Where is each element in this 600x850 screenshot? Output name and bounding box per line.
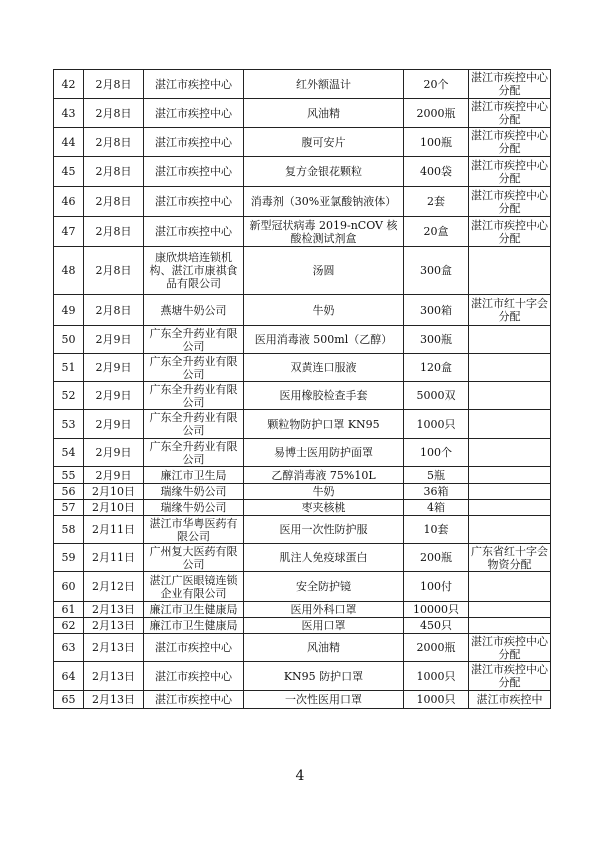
row-item: 医用外科口罩 [244, 602, 404, 618]
row-number: 51 [54, 354, 84, 382]
row-donor: 湛江市华粤医药有限公司 [144, 516, 244, 544]
row-date: 2月9日 [84, 439, 144, 467]
row-note: 湛江市疾控中 [469, 691, 551, 709]
row-number: 53 [54, 410, 84, 439]
row-number: 44 [54, 128, 84, 157]
table-row [54, 326, 551, 354]
row-item: 枣夹核桃 [244, 500, 404, 516]
table-row [54, 354, 551, 382]
table-row [54, 516, 551, 544]
row-item: 双黄连口服液 [244, 354, 404, 382]
row-donor: 湛江市疾控中心 [144, 187, 244, 217]
row-item: 新型冠状病毒 2019-nCOV 核酸检测试剂盒 [244, 217, 404, 247]
row-date: 2月8日 [84, 99, 144, 128]
row-number: 64 [54, 662, 84, 691]
row-item: 肌注人免疫球蛋白 [244, 544, 404, 572]
row-quantity: 300箱 [404, 295, 469, 326]
row-donor: 康欣烘培连锁机构、湛江市康祺食品有限公司 [144, 247, 244, 295]
row-date: 2月9日 [84, 467, 144, 484]
row-donor: 湛江市疾控中心 [144, 128, 244, 157]
row-number: 55 [54, 467, 84, 484]
row-number: 50 [54, 326, 84, 354]
row-number: 58 [54, 516, 84, 544]
row-note [469, 572, 551, 602]
row-note [469, 326, 551, 354]
row-donor: 湛江市疾控中心 [144, 634, 244, 662]
row-item: 安全防护镜 [244, 572, 404, 602]
row-number: 61 [54, 602, 84, 618]
table-row [54, 99, 551, 128]
row-item: 牛奶 [244, 295, 404, 326]
row-quantity: 120盒 [404, 354, 469, 382]
row-quantity: 1000只 [404, 691, 469, 709]
row-note [469, 618, 551, 634]
row-item: 一次性医用口罩 [244, 691, 404, 709]
table-row [54, 662, 551, 691]
row-note: 湛江市疾控中心分配 [469, 634, 551, 662]
row-item: 乙醇消毒液 75%10L [244, 467, 404, 484]
table-row [54, 467, 551, 484]
row-number: 62 [54, 618, 84, 634]
row-note [469, 500, 551, 516]
row-date: 2月13日 [84, 618, 144, 634]
row-note [469, 516, 551, 544]
row-donor: 廉江市卫生局 [144, 467, 244, 484]
row-number: 63 [54, 634, 84, 662]
table-row [54, 217, 551, 247]
page-number: 4 [295, 768, 305, 784]
table-row [54, 70, 551, 99]
row-date: 2月13日 [84, 602, 144, 618]
table-row [54, 484, 551, 500]
row-number: 47 [54, 217, 84, 247]
table-row [54, 439, 551, 467]
row-quantity: 5000双 [404, 382, 469, 410]
row-item: 腹可安片 [244, 128, 404, 157]
table-row [54, 410, 551, 439]
row-number: 52 [54, 382, 84, 410]
row-date: 2月13日 [84, 691, 144, 709]
row-donor: 瑞缘牛奶公司 [144, 484, 244, 500]
row-quantity: 2000瓶 [404, 99, 469, 128]
row-donor: 燕塘牛奶公司 [144, 295, 244, 326]
row-quantity: 300瓶 [404, 326, 469, 354]
row-date: 2月12日 [84, 572, 144, 602]
row-date: 2月9日 [84, 382, 144, 410]
row-item: 红外额温计 [244, 70, 404, 99]
row-donor: 廉江市卫生健康局 [144, 618, 244, 634]
row-donor: 湛江市疾控中心 [144, 217, 244, 247]
row-note [469, 484, 551, 500]
row-item: 医用橡胶检查手套 [244, 382, 404, 410]
row-item: 牛奶 [244, 484, 404, 500]
row-date: 2月10日 [84, 484, 144, 500]
table-row [54, 295, 551, 326]
row-number: 48 [54, 247, 84, 295]
row-date: 2月13日 [84, 662, 144, 691]
table-row [54, 634, 551, 662]
row-note [469, 247, 551, 295]
row-date: 2月11日 [84, 544, 144, 572]
row-note [469, 410, 551, 439]
row-quantity: 400袋 [404, 157, 469, 187]
row-date: 2月8日 [84, 157, 144, 187]
row-item: 医用一次性防护服 [244, 516, 404, 544]
row-quantity: 100付 [404, 572, 469, 602]
row-donor: 广州复大医药有限公司 [144, 544, 244, 572]
row-number: 54 [54, 439, 84, 467]
row-donor: 广东全升药业有限公司 [144, 326, 244, 354]
row-number: 57 [54, 500, 84, 516]
row-quantity: 2000瓶 [404, 634, 469, 662]
row-item: 风油精 [244, 99, 404, 128]
row-number: 59 [54, 544, 84, 572]
row-quantity: 1000只 [404, 662, 469, 691]
row-donor: 湛江市疾控中心 [144, 70, 244, 99]
row-number: 43 [54, 99, 84, 128]
row-number: 42 [54, 70, 84, 99]
row-note: 湛江市疾控中心分配 [469, 128, 551, 157]
row-date: 2月10日 [84, 500, 144, 516]
table-row [54, 602, 551, 618]
row-item: 复方金银花颗粒 [244, 157, 404, 187]
row-item: 医用消毒液 500ml（乙醇） [244, 326, 404, 354]
row-donor: 廉江市卫生健康局 [144, 602, 244, 618]
table-row [54, 128, 551, 157]
row-note: 湛江市疾控中心分配 [469, 187, 551, 217]
table-row [54, 544, 551, 572]
row-item: 颗粒物防护口罩 KN95 [244, 410, 404, 439]
donation-table-body [54, 70, 551, 709]
row-item: 汤圆 [244, 247, 404, 295]
row-note: 湛江市疾控中心分配 [469, 99, 551, 128]
row-donor: 瑞缘牛奶公司 [144, 500, 244, 516]
row-quantity: 2套 [404, 187, 469, 217]
row-number: 65 [54, 691, 84, 709]
row-note: 广东省红十字会物资分配 [469, 544, 551, 572]
row-item: 医用口罩 [244, 618, 404, 634]
row-quantity: 100瓶 [404, 128, 469, 157]
row-date: 2月9日 [84, 354, 144, 382]
row-quantity: 5瓶 [404, 467, 469, 484]
row-date: 2月8日 [84, 295, 144, 326]
row-quantity: 100个 [404, 439, 469, 467]
row-item: 易博士医用防护面罩 [244, 439, 404, 467]
row-item: KN95 防护口罩 [244, 662, 404, 691]
table-row [54, 247, 551, 295]
row-note: 湛江市红十字会分配 [469, 295, 551, 326]
row-quantity: 10套 [404, 516, 469, 544]
row-note [469, 354, 551, 382]
row-number: 46 [54, 187, 84, 217]
row-date: 2月8日 [84, 128, 144, 157]
row-date: 2月8日 [84, 247, 144, 295]
table-row [54, 382, 551, 410]
row-quantity: 300盒 [404, 247, 469, 295]
row-date: 2月13日 [84, 634, 144, 662]
row-number: 45 [54, 157, 84, 187]
row-quantity: 4箱 [404, 500, 469, 516]
row-quantity: 10000只 [404, 602, 469, 618]
row-quantity: 20盒 [404, 217, 469, 247]
row-quantity: 1000只 [404, 410, 469, 439]
row-donor: 广东全升药业有限公司 [144, 382, 244, 410]
row-quantity: 200瓶 [404, 544, 469, 572]
row-date: 2月8日 [84, 187, 144, 217]
row-note [469, 467, 551, 484]
row-donor: 湛江市疾控中心 [144, 157, 244, 187]
row-item: 风油精 [244, 634, 404, 662]
table-row [54, 157, 551, 187]
row-quantity: 20个 [404, 70, 469, 99]
table-row [54, 691, 551, 709]
row-number: 49 [54, 295, 84, 326]
row-date: 2月8日 [84, 217, 144, 247]
row-date: 2月9日 [84, 410, 144, 439]
row-donor: 广东全升药业有限公司 [144, 410, 244, 439]
table-row [54, 500, 551, 516]
row-quantity: 450只 [404, 618, 469, 634]
row-quantity: 36箱 [404, 484, 469, 500]
row-note [469, 439, 551, 467]
table-row [54, 572, 551, 602]
row-donor: 广东全升药业有限公司 [144, 354, 244, 382]
row-date: 2月8日 [84, 70, 144, 99]
row-donor: 湛江市疾控中心 [144, 691, 244, 709]
row-note: 湛江市疾控中心分配 [469, 157, 551, 187]
row-note [469, 602, 551, 618]
row-note: 湛江市疾控中心分配 [469, 70, 551, 99]
table-row [54, 187, 551, 217]
row-donor: 广东全升药业有限公司 [144, 439, 244, 467]
row-note [469, 382, 551, 410]
table-row [54, 618, 551, 634]
row-donor: 湛江广医眼镜连锁企业有限公司 [144, 572, 244, 602]
donation-table [53, 69, 551, 709]
row-number: 56 [54, 484, 84, 500]
row-date: 2月11日 [84, 516, 144, 544]
row-date: 2月9日 [84, 326, 144, 354]
row-donor: 湛江市疾控中心 [144, 99, 244, 128]
row-item: 消毒剂（30%亚氯酸钠液体） [244, 187, 404, 217]
row-donor: 湛江市疾控中心 [144, 662, 244, 691]
row-note: 湛江市疾控中心分配 [469, 217, 551, 247]
row-number: 60 [54, 572, 84, 602]
row-note: 湛江市疾控中心分配 [469, 662, 551, 691]
